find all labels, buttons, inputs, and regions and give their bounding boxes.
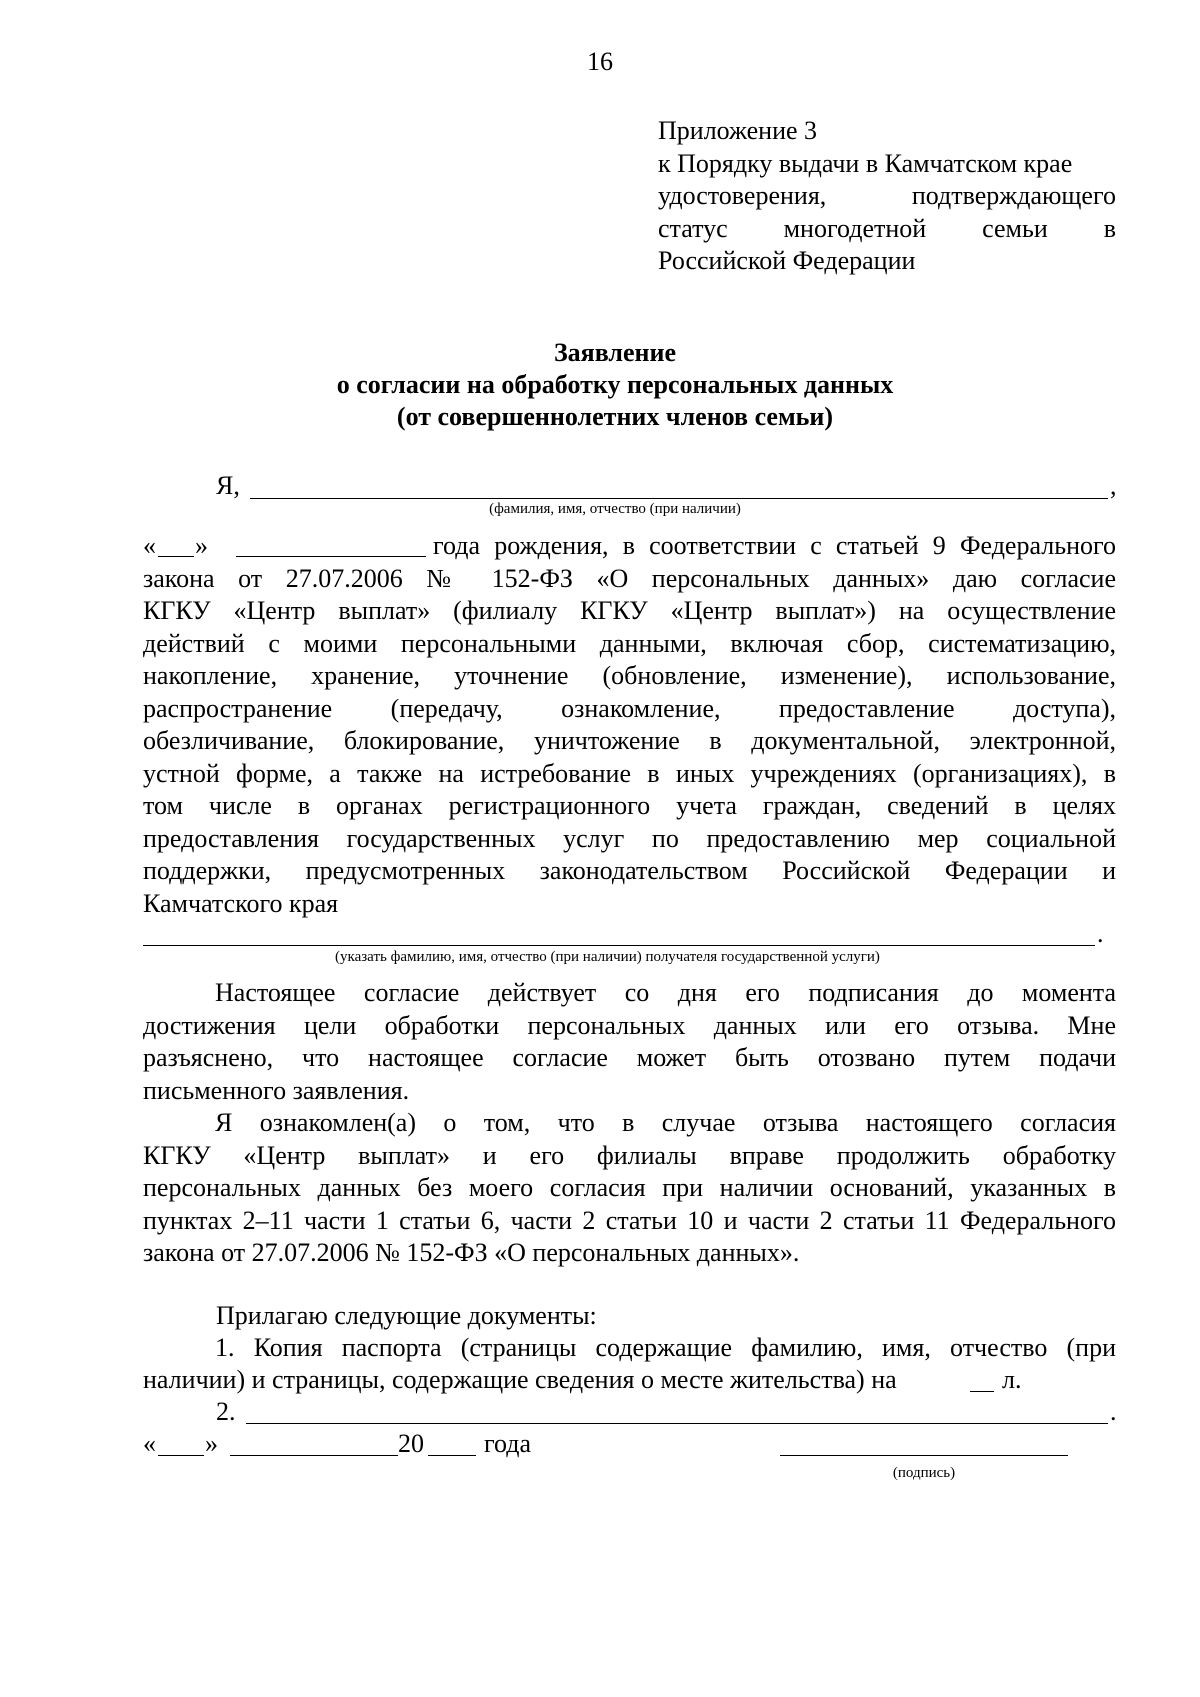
sign-day-field[interactable] [158,1455,204,1456]
sign-century: 20 [398,1429,424,1458]
document-item-2-prefix: 2. [216,1397,236,1426]
birth-day-open-quote: « [143,531,156,560]
validity-line: письменного заявления. [143,1075,410,1105]
document-item-1 [143,1332,1116,1365]
consent-line: предоставления государственных услуг по предоставлению мер социальной [143,823,1116,853]
validity-line: Настоящее согласие действует со дня его подписания до момента [215,978,1116,1007]
consent-line: накопление, хранение, уточнение (обновление, изменение), использование, [143,661,1116,690]
acknowledgment-paragraph [143,1107,1116,1270]
document-item-2-field[interactable] [246,1423,1108,1424]
consent-line: распространение (передачу, ознакомление, предоставление доступа), [143,693,1116,723]
consent-line: действий с моими персональными данными, включая сбор, систематизацию, [143,628,1116,658]
applicant-name-caption: (фамилия, имя, отчество (при наличии) [489,501,741,517]
sign-year-word: года [484,1429,532,1458]
signature-caption: (подпись) [892,1465,956,1481]
appendix-line: Российской Федерации [658,246,916,275]
consent-line: поддержки, предусмотренных законодательством Российской Федерации и [143,856,1116,885]
appendix-line: Приложение 3 [658,116,818,145]
validity-paragraph [143,977,1116,1107]
consent-line: КГКУ «Центр выплат» (филиалу КГКУ «Центр выплат») на осуществление [143,596,1116,625]
applicant-suffix: , [1110,471,1117,500]
applicant-name-field[interactable] [250,498,1108,499]
sign-day-open-quote: « [143,1429,156,1458]
consent-paragraph [143,563,1116,921]
acknowledgment-line: пунктах 2–11 части 1 статьи 6, части 2 статьи 10 и части 2 статьи 11 Федерального [143,1205,1116,1235]
applicant-prefix: Я, [216,471,240,500]
documents-heading: Прилагаю следующие документы: [216,1301,597,1330]
validity-line: достижения цели обработки персональных данных или его отзыва. Мне [143,1010,1116,1040]
consent-paragraph-first-line [433,530,1116,563]
signature-field[interactable] [780,1455,1068,1456]
document-item-1-line-2: наличии) и страницы, содержащие сведения о месте жительства) на [143,1365,897,1394]
recipient-end-period: . [1097,919,1104,948]
page-count-suffix: л. [1002,1365,1022,1394]
acknowledgment-line: закона от 27.07.2006 № 152-ФЗ «О персональных данных». [143,1238,800,1267]
consent-line: устной форме, а также на истребование в иных учреждениях (организациях), в [143,758,1116,788]
appendix-line: статус многодетной семьи в [658,213,1116,243]
consent-line: закона от 27.07.2006 № 152-ФЗ «О персональных данных» даю согласие [143,563,1116,593]
appendix-line: к Порядку выдачи в Камчатском крае [658,148,1073,178]
appendix-line: удостоверения, подтверждающего [658,181,1116,210]
birth-day-close-quote: » [195,531,208,560]
recipient-caption: (указать фамилию, имя, отчество (при наличии) получателя государственной услуги) [335,949,880,965]
acknowledgment-line: Я ознакомлен(а) о том, что в случае отзыва настоящего согласия [215,1108,1116,1137]
consent-line: обезличивание, блокирование, уничтожение в документальной, электронной, [143,726,1116,755]
document-item-2-end: . [1110,1397,1117,1426]
consent-line: том числе в органах регистрационного учета граждан, сведений в целях [143,791,1116,820]
page-count-field[interactable] [970,1391,994,1392]
sign-month-field[interactable] [230,1455,398,1456]
birth-day-field[interactable] [158,556,194,557]
title-line-3: (от совершеннолетних членов семьи) [396,402,834,431]
sign-year-field[interactable] [428,1455,476,1456]
document-item-1-line: 1. Копия паспорта (страницы содержащие фамилию, имя, отчество (при [215,1333,1116,1362]
title-line-2: о согласии на обработку персональных данных [336,370,894,399]
consent-line: Камчатского края [143,888,339,918]
appendix-reference [658,115,1116,278]
title-line-1: Заявление [553,338,677,367]
acknowledgment-line: персональных данных без моего согласия при наличии оснований, указанных в [143,1173,1116,1202]
birth-month-year-field[interactable] [236,556,426,557]
consent-line: года рождения, в соответствии с статьей 9 Федерального [433,531,1116,560]
validity-line: разъяснено, что настоящее согласие может быть отозвано путем подачи [143,1043,1116,1072]
recipient-name-field[interactable] [143,945,1095,946]
sign-day-close-quote: » [205,1429,218,1458]
acknowledgment-line: КГКУ «Центр выплат» и его филиалы вправе продолжить обработку [143,1140,1116,1170]
page-number: 16 [587,47,613,76]
document-title [0,337,1200,433]
